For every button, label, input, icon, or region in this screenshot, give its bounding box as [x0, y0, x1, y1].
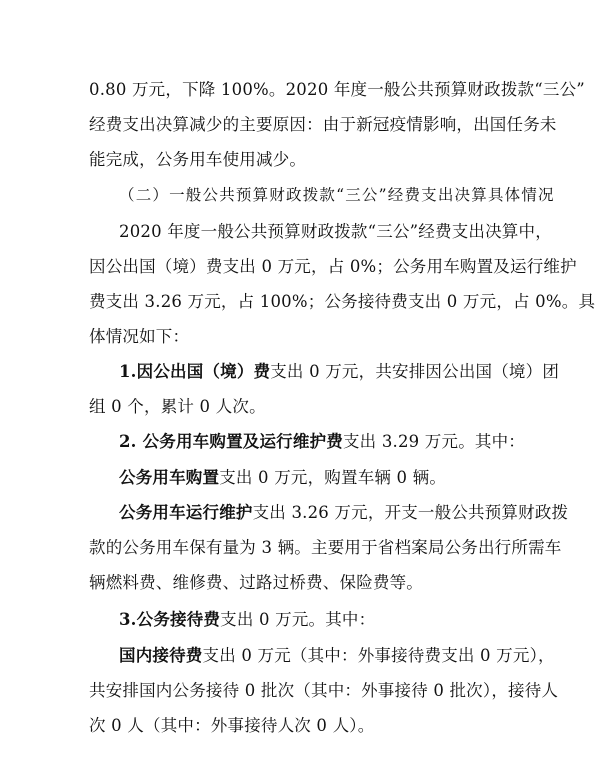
subitem-line: 公务用车购置支出 0 万元，购置车辆 0 辆。	[119, 468, 447, 487]
item-heading: 2. 公务用车购置及运行维护费	[119, 432, 343, 451]
item-heading: 3.公务接待费	[119, 610, 221, 629]
paragraph-line: 体情况如下：	[89, 327, 190, 346]
paragraph-line: 款的公务用车保有量为 3 辆。主要用于省档案局公务出行所需车	[89, 538, 562, 557]
paragraph-line: 0.80 万元，下降 100%。2020 年度一般公共预算财政拨款“三公”	[89, 80, 585, 99]
subitem-line: 公务用车运行维护支出 3.26 万元，开支一般公共预算财政拨	[119, 503, 569, 522]
section-heading: （二）一般公共预算财政拨款“三公”经费支出决算具体情况	[119, 186, 555, 204]
paragraph-line: 次 0 人（其中：外事接待人次 0 人）。	[89, 716, 375, 735]
paragraph-line: 共安排国内公务接待 0 批次（其中：外事接待 0 批次），接待人	[89, 681, 559, 700]
subitem-line: 国内接待费支出 0 万元（其中：外事接待费支出 0 万元），	[119, 646, 555, 665]
subitem-heading: 国内接待费	[119, 646, 203, 665]
paragraph-line: 因公出国（境）费支出 0 万元，占 0%；公务用车购置及运行维护	[89, 257, 577, 276]
paragraph-line: 2020 年度一般公共预算财政拨款“三公”经费支出决算中，	[119, 222, 552, 241]
paragraph-line: 辆燃料费、维修费、过路过桥费、保险费等。	[89, 573, 423, 592]
paragraph-line: 经费支出决算减少的主要原因：由于新冠疫情影响，出国任务未	[89, 115, 557, 134]
paragraph-line: 组 0 个，累计 0 人次。	[89, 397, 266, 416]
item-2-line: 2. 公务用车购置及运行维护费支出 3.29 万元。其中：	[119, 432, 526, 451]
paragraph-line: 能完成，公务用车使用减少。	[89, 150, 307, 169]
item-1-line: 1.因公出国（境）费支出 0 万元，共安排因公出国（境）团	[119, 362, 560, 381]
item-heading: 1.因公出国（境）费	[119, 362, 271, 381]
item-3-line: 3.公务接待费支出 0 万元。其中：	[119, 610, 376, 629]
subitem-heading: 公务用车购置	[119, 468, 220, 487]
paragraph-line: 费支出 3.26 万元，占 100%；公务接待费支出 0 万元，占 0%。具	[89, 292, 596, 311]
subitem-heading: 公务用车运行维护	[119, 503, 253, 522]
